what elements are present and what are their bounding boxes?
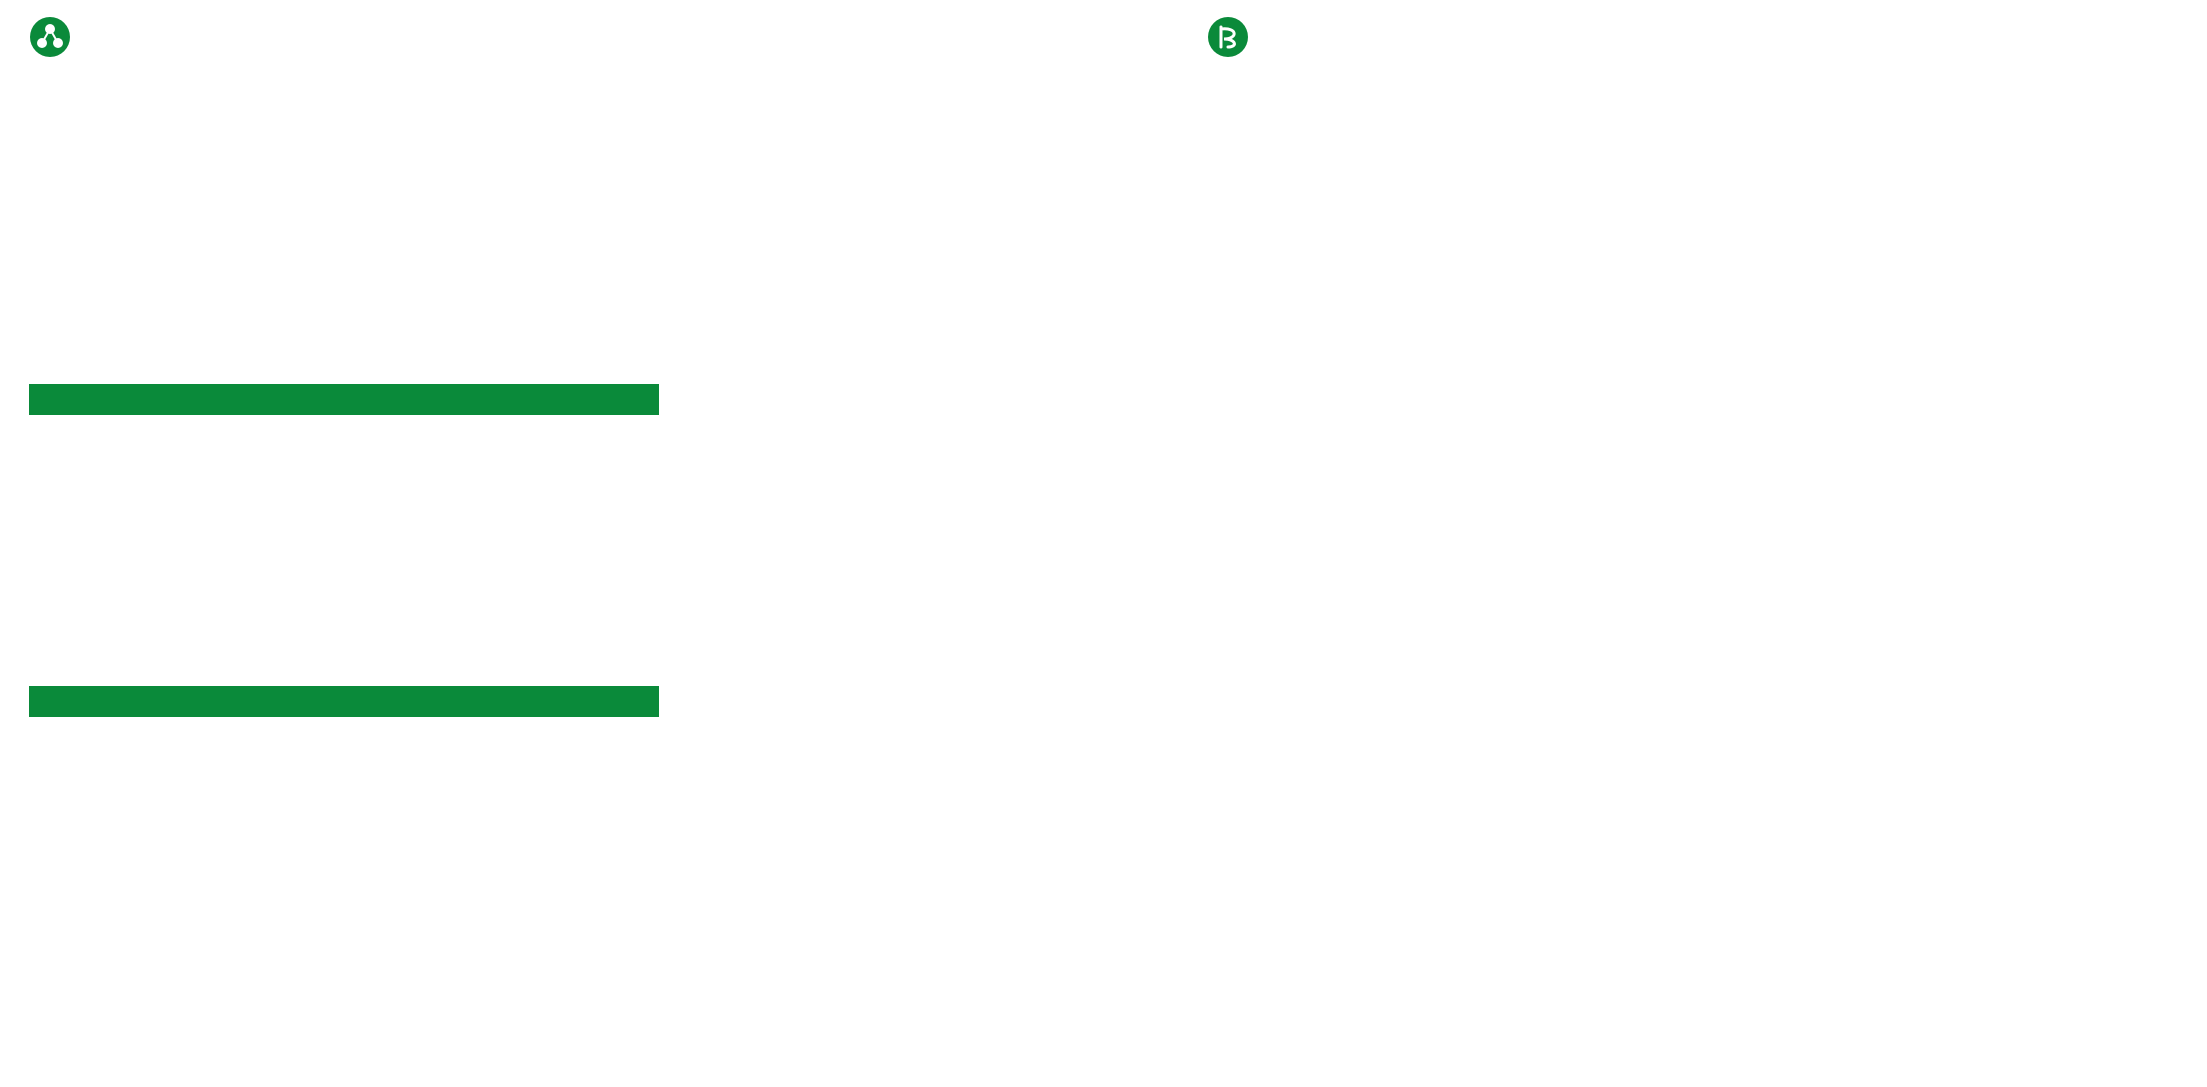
spring-icon [1208, 17, 1248, 57]
molecule-icon [30, 17, 70, 57]
torsion-title [29, 384, 659, 415]
tolerance-title [29, 686, 659, 717]
